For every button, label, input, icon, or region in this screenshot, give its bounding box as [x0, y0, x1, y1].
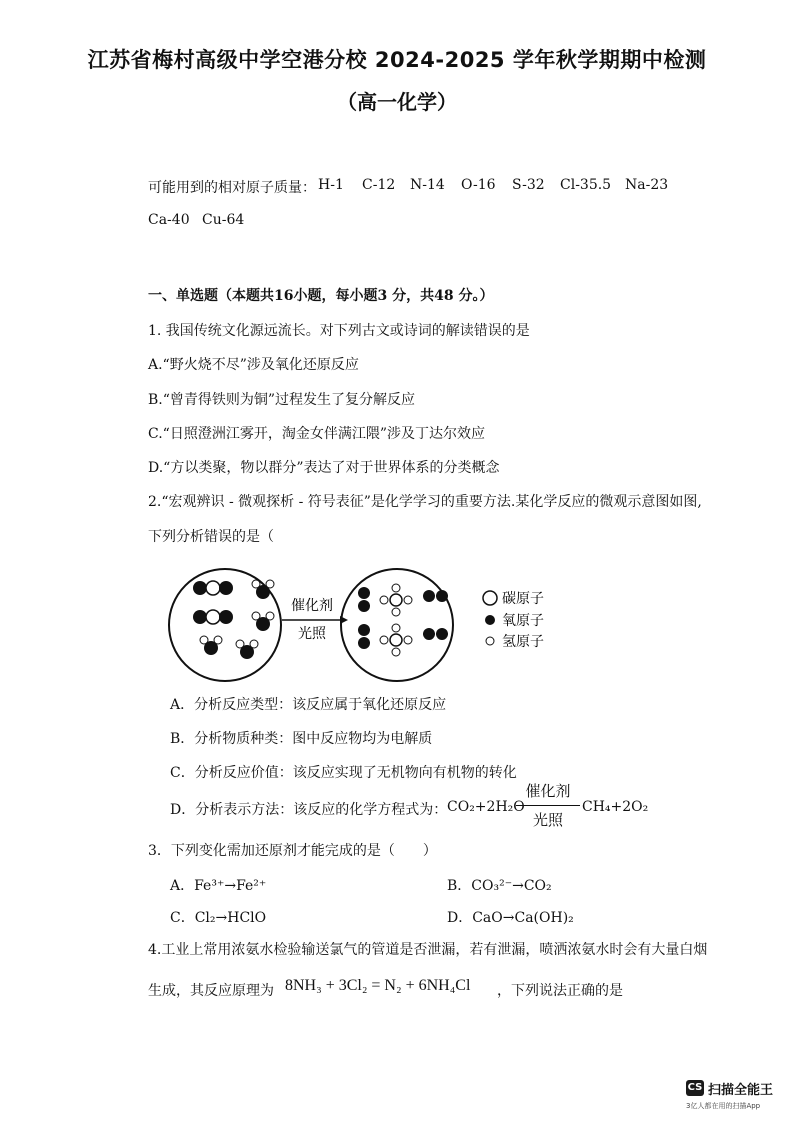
product-ch4-1	[380, 584, 412, 616]
q4-stem-line2-a: 生成，其反应原理为	[148, 983, 274, 999]
exam-title: 江苏省梅村高级中学空港分校 2024-2025 学年秋学期期中检测	[87, 48, 707, 72]
q3-option-d: D．CaO→Ca(OH)₂	[447, 910, 574, 926]
q1-option-b: B.“曾青得铁则为铜”过程发生了复分解反应	[148, 392, 416, 408]
atomic-mass-na: Na-23	[625, 177, 669, 193]
q2-option-d-rhs: CH₄+2O₂	[582, 799, 649, 815]
reactant-h2o-2	[252, 612, 274, 631]
legend-hydrogen: 氢原子	[502, 634, 544, 650]
legend-oxygen: 氧原子	[502, 613, 544, 629]
atomic-mass-label: 可能用到的相对原子质量：	[148, 180, 316, 196]
q4-stem-line1: 4.工业上常用浓氨水检验输送氯气的管道是否泄漏，若有泄漏，喷洒浓氨水时会有大量白烟	[148, 942, 708, 958]
product-o2-1	[358, 587, 370, 612]
q2-stem-line2: 下列分析错误的是（	[148, 529, 274, 545]
q2-option-a: A．分析反应类型：该反应属于氧化还原反应	[170, 697, 447, 713]
atomic-mass-h: H-1	[318, 177, 344, 193]
exam-subtitle: （高一化学）	[337, 90, 457, 114]
q2-stem-line1: 2.“宏观辨识 - 微观探析 - 符号表征”是化学学习的重要方法.某化学反应的微观示意图如图,	[148, 494, 702, 510]
legend-carbon-marker	[483, 591, 497, 605]
legend-hydrogen-marker	[486, 637, 494, 645]
section-heading: 一、单选题（本题共16小题，每小题3 分，共48 分。）	[148, 288, 494, 304]
product-o2-4	[423, 628, 448, 640]
product-ch4-2	[380, 624, 412, 656]
arrow-label-catalyst: 催化剂	[291, 598, 333, 614]
q4-stem-line2-b: ，下列说法正确的是	[497, 983, 623, 999]
q4-equation: 8NH₃ + 3Cl₂ = N₂ + 6NH₄Cl	[285, 977, 471, 994]
atomic-mass-s: S-32	[512, 177, 545, 193]
q3-option-b: B．CO₃²⁻→CO₂	[447, 878, 552, 894]
atomic-mass-o: O-16	[461, 177, 496, 193]
q2-option-d-lhs: CO₂+2H₂O	[447, 799, 525, 815]
q2-option-d-equals-bar	[516, 805, 580, 806]
q1-option-c: C.“日照澄洲江雾开，淘金女伴满江隈”涉及丁达尔效应	[148, 426, 485, 442]
reactant-co2-2	[193, 610, 233, 624]
atomic-mass-cu: Cu-64	[202, 212, 245, 228]
q2-option-d-prefix: D．分析表示方法：该反应的化学方程式为：	[170, 802, 448, 818]
arrow-label-light: 光照	[298, 626, 326, 642]
reactant-h2o-4	[236, 640, 258, 659]
scanner-logo-icon: CS	[686, 1080, 704, 1096]
product-o2-3	[423, 590, 448, 602]
scanner-name: 扫描全能王	[708, 1083, 774, 1098]
atomic-mass-n: N-14	[410, 177, 445, 193]
legend-carbon: 碳原子	[502, 591, 544, 607]
q3-stem: 3．下列变化需加还原剂才能完成的是（ ）	[148, 843, 437, 859]
q1-option-d: D.“方以类聚，物以群分”表达了对于世界体系的分类概念	[148, 460, 500, 476]
product-o2-2	[358, 624, 370, 649]
q1-stem: 1. 我国传统文化源远流长。对下列古文或诗词的解读错误的是	[148, 323, 530, 339]
atomic-mass-ca: Ca-40	[148, 212, 190, 228]
reaction-diagram	[160, 560, 560, 690]
q2-option-c: C．分析反应价值：该反应实现了无机物向有机物的转化	[170, 765, 517, 781]
q2-option-d-light: 光照	[532, 811, 563, 829]
q2-option-d-catalyst: 催化剂	[525, 782, 571, 800]
atomic-mass-cl: Cl-35.5	[560, 177, 612, 193]
atomic-mass-c: C-12	[362, 177, 396, 193]
q3-option-a: A．Fe³⁺→Fe²⁺	[170, 878, 267, 894]
reactant-co2-1	[193, 581, 233, 595]
scanner-tagline: 3亿人都在用的扫描App	[686, 1102, 761, 1110]
q3-option-c: C．Cl₂→HClO	[170, 910, 267, 926]
q1-option-a: A.“野火烧不尽”涉及氧化还原反应	[148, 357, 359, 373]
legend-oxygen-marker	[485, 615, 495, 625]
q2-option-b: B．分析物质种类：图中反应物均为电解质	[170, 731, 433, 747]
reactant-h2o-3	[200, 636, 222, 655]
